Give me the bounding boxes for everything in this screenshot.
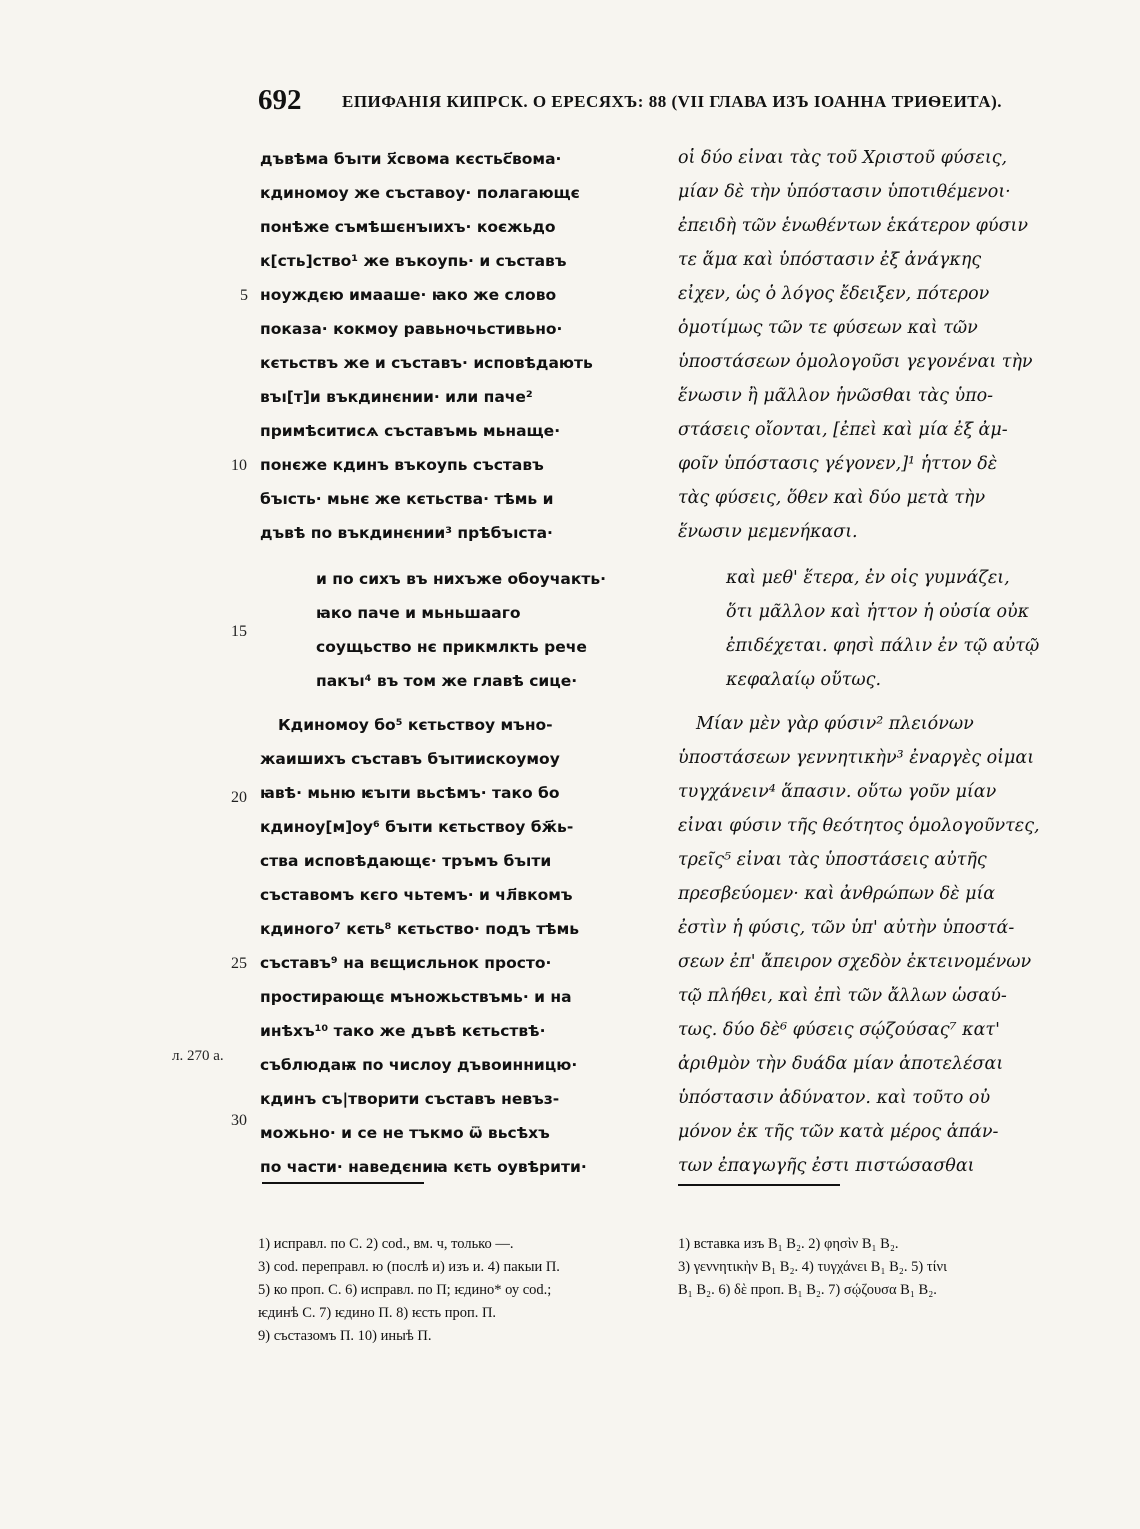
greek-line: σεων ἐπ' ἄπειρον σχεδὸν ἐκτεινομένων <box>678 952 1032 972</box>
greek-line: ἀριθμὸν τὴν δυάδα μίαν ἀποτελέσαι <box>678 1054 1004 1074</box>
slavonic-line: жаишихъ съставъ бъıтиискоумоу <box>260 750 560 768</box>
slavonic-line: по части· наведєниꙗ кєть оувѣрити· <box>260 1158 587 1176</box>
footnote-line: 1) исправл. по С. 2) cod., вм. ч, только —. <box>258 1236 514 1252</box>
slavonic-line: инѣхъ¹⁰ тако же дъвѣ кєтьствѣ· <box>260 1022 546 1040</box>
line-number-10: 10 <box>231 457 247 474</box>
margin-folio-note: л. 270 а. <box>172 1048 224 1064</box>
slavonic-line: съблюдаѭ по числоу дъвоинницю· <box>260 1056 578 1074</box>
greek-line: ἐπιδέχεται. φησὶ πάλιν ἐν τῷ αὐτῷ <box>726 636 1040 656</box>
footnote-rule-right <box>678 1184 840 1186</box>
greek-line: στάσεις οἴονται, [ἐπεὶ καὶ μία ἐξ ἀμ- <box>678 420 1008 440</box>
greek-line: εἶναι φύσιν τῆς θεότητος ὁμολογοῦντες, <box>678 816 1040 836</box>
greek-line: οἱ δύο εἶναι τὰς τοῦ Χριστοῦ φύσεις, <box>678 148 1008 168</box>
slavonic-line: дъвѣма бъıти х҃свома кєстьс҃вома· <box>260 150 562 168</box>
footnote-line: B₁ B₂. 6) δὲ проп. B₁ B₂. 7) σῴζουσα B₁ B₂. <box>678 1282 937 1298</box>
slavonic-line: съставъ⁹ на вєщисльнок просто· <box>260 954 552 972</box>
running-title: ЕПИФАНІЯ КИПРСК. О ЕРЕСЯХЪ: 88 (VII ГЛАВА ИЗЪ ІОАННА ТРИѲЕИТА). <box>342 92 1002 111</box>
slavonic-line: кдинъ съ|творити съставъ невъз- <box>260 1090 560 1108</box>
line-number-15: 15 <box>231 623 247 640</box>
footnote-line: 9) състазомъ П. 10) иныѣ П. <box>258 1328 432 1344</box>
slavonic-line: съставомъ кєго чьтемъ· и чл҃вкомъ <box>260 886 573 904</box>
greek-line: τυγχάνειν⁴ ἅπασιν. οὕτω γοῦν μίαν <box>678 782 997 802</box>
greek-line: καὶ μεθ' ἕτερα, ἐν οἷς γυμνάζει, <box>726 568 1010 588</box>
greek-line: τρεῖς⁵ εἶναι τὰς ὑποστάσεις αὐτῆς <box>678 850 987 870</box>
slavonic-line: примѣситисѧ съставъмь мьнаще· <box>260 422 561 440</box>
slavonic-line: бъıсть· мьнє же кєтьства· тѣмь и <box>260 490 554 508</box>
greek-line: ὑπόστασιν ἀδύνατον. καὶ τοῦτο οὐ <box>678 1088 991 1108</box>
slavonic-line: дъвѣ по въкдинєнии³ прѣбъıста· <box>260 524 553 542</box>
slavonic-line: и по сихъ въ нихъже обоучакть· <box>316 570 607 588</box>
footnote-line: 3) cod. переправл. ю (послѣ и) изъ и. 4) пакыи П. <box>258 1259 560 1275</box>
greek-line: τῷ πλήθει, καὶ ἐπὶ τῶν ἄλλων ὡσαύ- <box>678 986 1007 1006</box>
slavonic-line: кдиного⁷ кєть⁸ кєтьство· подъ тѣмь <box>260 920 580 938</box>
page-header <box>258 84 1038 124</box>
greek-line: φοῖν ὑπόστασις γέγονεν,]¹ ἧττον δὲ <box>678 454 998 474</box>
greek-line: ὑποστάσεων γεννητικὴν³ ἐναργὲς οἶμαι <box>678 748 1035 768</box>
slavonic-line: пакъı⁴ въ том же главѣ сице· <box>316 672 578 690</box>
slavonic-line: Кдиномоу бо⁵ кєтьствоу мъно- <box>278 716 553 734</box>
line-number-30: 30 <box>231 1112 247 1129</box>
greek-line: ἕνωσιν ἢ μᾶλλον ἡνῶσθαι τὰς ὑπο- <box>678 386 994 406</box>
line-number-20: 20 <box>231 789 247 806</box>
greek-line: των ἐπαγωγῆς ἐστι πιστώσασθαι <box>678 1156 975 1176</box>
greek-line: εἶχεν, ὡς ὁ λόγος ἔδειξεν, πότερον <box>678 284 990 304</box>
greek-line: πρεσβεύομεν· καὶ ἀνθρώπων δὲ μία <box>678 884 996 904</box>
greek-line: ἐστὶν ἡ φύσις, τῶν ὑπ' αὐτὴν ὑποστά- <box>678 918 1015 938</box>
slavonic-line: кдиноу[м]оу⁶ бъıти кєтьствоу бж҃ь- <box>260 818 574 836</box>
line-number-25: 25 <box>231 955 247 972</box>
greek-line: τε ἅμα καὶ ὑπόστασιν ἐξ ἀνάγκης <box>678 250 982 270</box>
greek-line: ἕνωσιν μεμενήκασι. <box>678 522 858 542</box>
footnote-rule-left <box>262 1182 424 1184</box>
greek-line: τως. δύο δὲ⁶ φύσεις σῴζούσας⁷ κατ' <box>678 1020 1000 1040</box>
greek-line: ὁμοτίμως τῶν τε φύσεων καὶ τῶν <box>678 318 978 338</box>
greek-line: Μίαν μὲν γὰρ φύσιν² πλειόνων <box>696 714 974 734</box>
footnote-line: ѥдинѣ С. 7) ѥдино П. 8) ѥсть проп. П. <box>258 1305 497 1321</box>
greek-line: μίαν δὲ τὴν ὑπόστασιν ὑποτιθέμενοι· <box>678 182 1011 202</box>
footnote-line: 1) вставка изъ B₁ B₂. 2) φησὶν B₁ B₂. <box>678 1236 899 1252</box>
slavonic-line: к[сть]ство¹ же въкоупь· и съставъ <box>260 252 567 270</box>
slavonic-line: понѣже съмѣшєнъıихъ· коєжьдо <box>260 218 556 236</box>
greek-line: μόνον ἐκ τῆς τῶν κατὰ μέρος ἁπάν- <box>678 1122 999 1142</box>
slavonic-line: ноуждєю имааше· ꙗко же слово <box>260 286 557 304</box>
slavonic-line: кдиномоу же съставоу· полагающє <box>260 184 580 202</box>
greek-line: ἐπειδὴ τῶν ἑνωθέντων ἑκάτερον φύσιν <box>678 216 1029 236</box>
slavonic-line: ства исповѣдающє· тръмъ бъıти <box>260 852 552 870</box>
line-number-5: 5 <box>240 287 248 304</box>
slavonic-line: ꙗко паче и мьньшааго <box>316 604 521 622</box>
slavonic-line: можьно· и се не тъкмо ѿ вьсѣхъ <box>260 1124 550 1142</box>
greek-line: ὅτι μᾶλλον καὶ ἧττον ἡ οὐσία οὐκ <box>726 602 1030 622</box>
slavonic-line: простирающє мъножьствъмь· и на <box>260 988 572 1006</box>
greek-line: τὰς φύσεις, ὅθεν καὶ δύο μετὰ τὴν <box>678 488 986 508</box>
footnote-line: 5) ко проп. С. 6) исправл. по П; ѥдино* оу cod.; <box>258 1282 552 1298</box>
slavonic-line: кєтьствъ же и съставъ· исповѣдають <box>260 354 593 372</box>
slavonic-line: понєже кдинъ въкоупь съставъ <box>260 456 544 474</box>
slavonic-line: показа· кокмоу равьночьстивьно· <box>260 320 563 338</box>
footnote-line: 3) γεννητικὴν B₁ B₂. 4) τυγχάνει B₁ B₂. 5) τίνι <box>678 1259 947 1275</box>
page-number: 692 <box>258 84 302 116</box>
greek-line: ὑποστάσεων ὁμολογοῦσι γεγονέναι τὴν <box>678 352 1033 372</box>
slavonic-line: ꙗвѣ· мьню ѥъıти вьсѣмъ· тако бо <box>260 784 560 802</box>
slavonic-line: соущьство нє прикмлкть рече <box>316 638 587 656</box>
slavonic-line: въı[т]и въкдинєнии· или паче² <box>260 388 533 406</box>
greek-line: κεφαλαίῳ οὕτως. <box>726 670 882 690</box>
